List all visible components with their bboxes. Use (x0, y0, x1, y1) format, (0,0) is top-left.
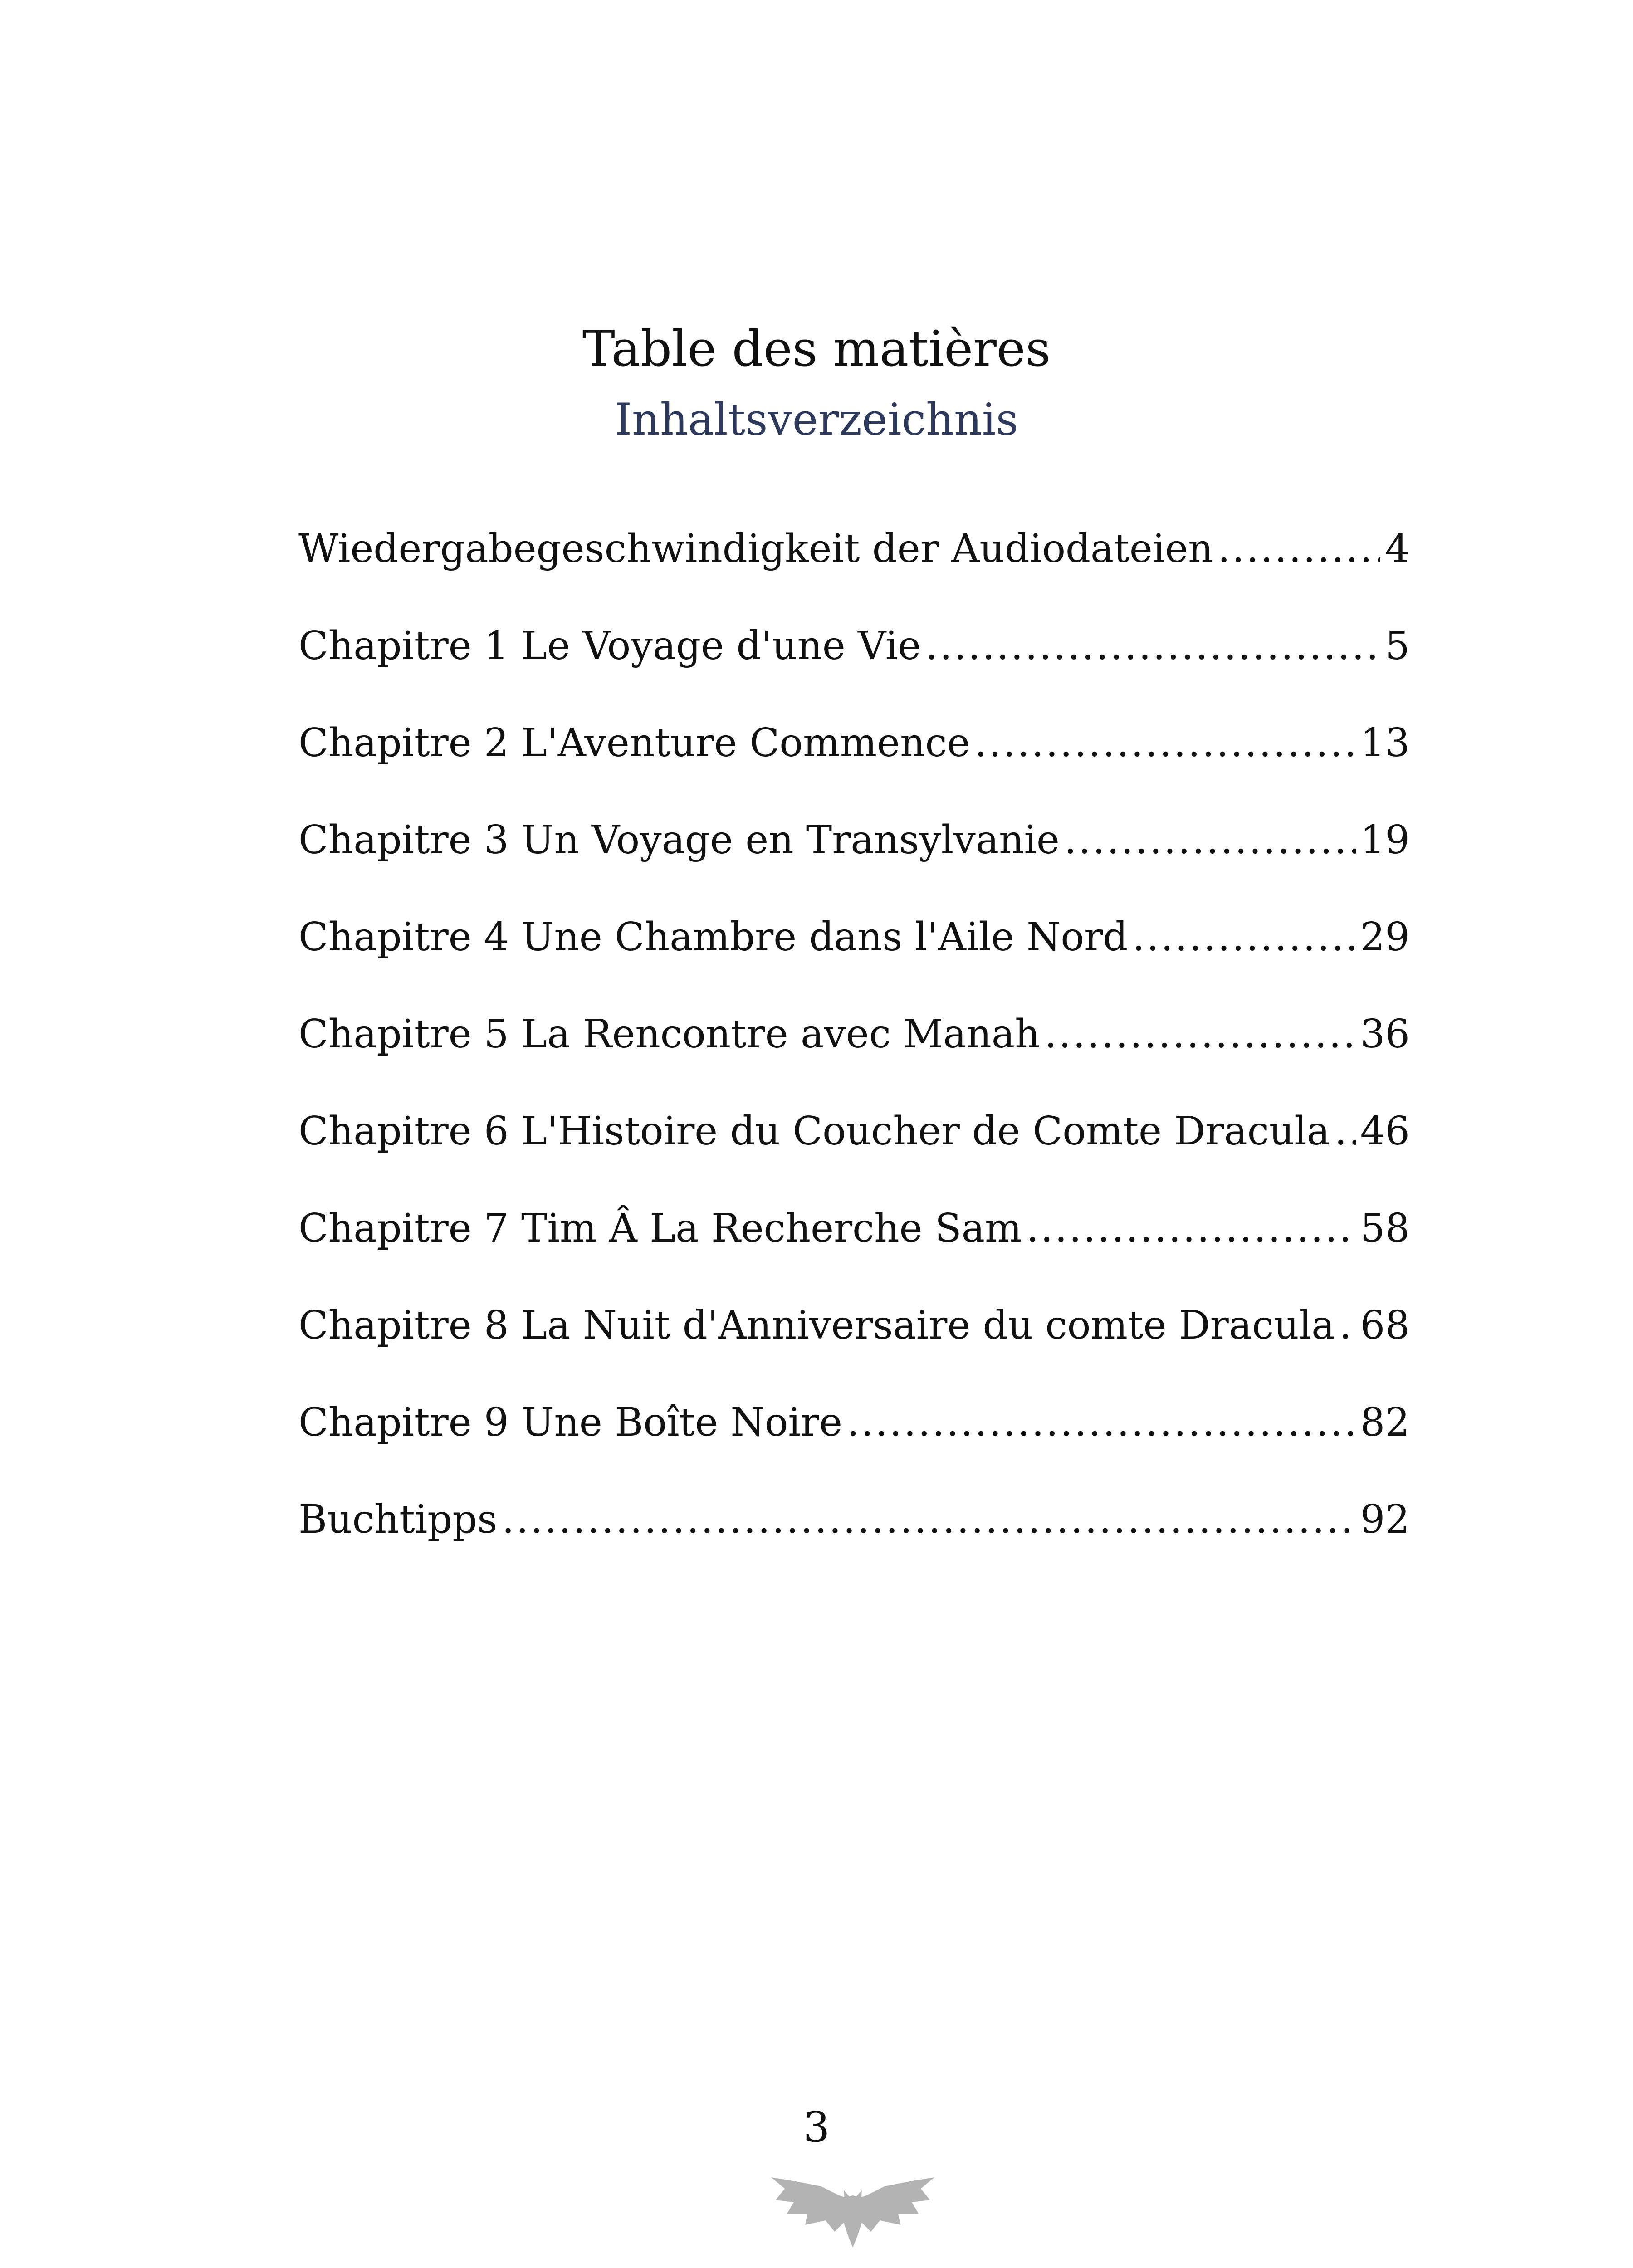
toc-entry-page: 58 (1360, 1206, 1410, 1251)
toc-leader-dots (1045, 1002, 1356, 1066)
toc-entry[interactable] (298, 1197, 1410, 1294)
toc-entry[interactable] (298, 808, 1410, 905)
toc-entry-label: Buchtipps (298, 1497, 498, 1542)
toc-entry[interactable] (298, 1100, 1410, 1197)
toc-leader-dots (502, 1488, 1355, 1551)
toc-entry[interactable] (298, 905, 1410, 1002)
table-of-contents (298, 517, 1410, 1585)
toc-entry-page: 46 (1360, 1109, 1410, 1154)
toc-entry[interactable] (298, 614, 1410, 711)
toc-leader-dots (1339, 1294, 1355, 1357)
toc-entry-label: Wiedergabegeschwindigkeit der Audiodateien (298, 526, 1213, 572)
toc-entry-page: 13 (1360, 720, 1410, 766)
bat-icon (767, 2168, 939, 2254)
toc-entry-label: Chapitre 8 La Nuit d'Anniversaire du comte Dracula (298, 1303, 1335, 1348)
toc-leader-dots (1064, 808, 1356, 872)
toc-entry-page: 68 (1360, 1303, 1410, 1348)
toc-entry-label: Chapitre 3 Un Voyage en Transylvanie (298, 817, 1060, 863)
toc-leader-dots (1132, 905, 1355, 969)
toc-entry-page: 5 (1385, 623, 1410, 669)
toc-entry-page: 92 (1360, 1497, 1410, 1542)
toc-entry-page: 4 (1385, 526, 1410, 572)
toc-entry-page: 29 (1360, 914, 1410, 960)
page-number: 3 (803, 2103, 830, 2151)
toc-entry[interactable] (298, 711, 1410, 808)
toc-entry-page: 82 (1360, 1400, 1410, 1445)
toc-entry[interactable] (298, 517, 1410, 614)
toc-entry[interactable] (298, 1294, 1410, 1391)
toc-entry-label: Chapitre 6 L'Histoire du Coucher de Comte Dracula (298, 1109, 1330, 1154)
page-title: Table des matières (582, 321, 1051, 377)
toc-entry[interactable] (298, 1002, 1410, 1100)
page-subtitle: Inhaltsverzeichnis (615, 394, 1018, 445)
toc-entry-label: Chapitre 2 L'Aventure Commence (298, 720, 970, 766)
toc-entry-label: Chapitre 5 La Rencontre avec Manah (298, 1012, 1040, 1057)
toc-entry-label: Chapitre 7 Tim Â La Recherche Sam (298, 1206, 1022, 1251)
toc-leader-dots (1218, 517, 1381, 581)
toc-entry-label: Chapitre 9 Une Boîte Noire (298, 1400, 842, 1445)
toc-entry-label: Chapitre 4 Une Chambre dans l'Aile Nord (298, 914, 1128, 960)
toc-leader-dots (925, 614, 1380, 678)
toc-leader-dots (1027, 1197, 1356, 1260)
toc-leader-dots (847, 1391, 1356, 1454)
toc-entry[interactable] (298, 1391, 1410, 1488)
toc-leader-dots (1335, 1100, 1356, 1163)
toc-entry-page: 19 (1360, 817, 1410, 863)
toc-leader-dots (975, 711, 1356, 775)
toc-entry-label: Chapitre 1 Le Voyage d'une Vie (298, 623, 921, 669)
toc-entry[interactable] (298, 1488, 1410, 1585)
toc-entry-page: 36 (1360, 1012, 1410, 1057)
